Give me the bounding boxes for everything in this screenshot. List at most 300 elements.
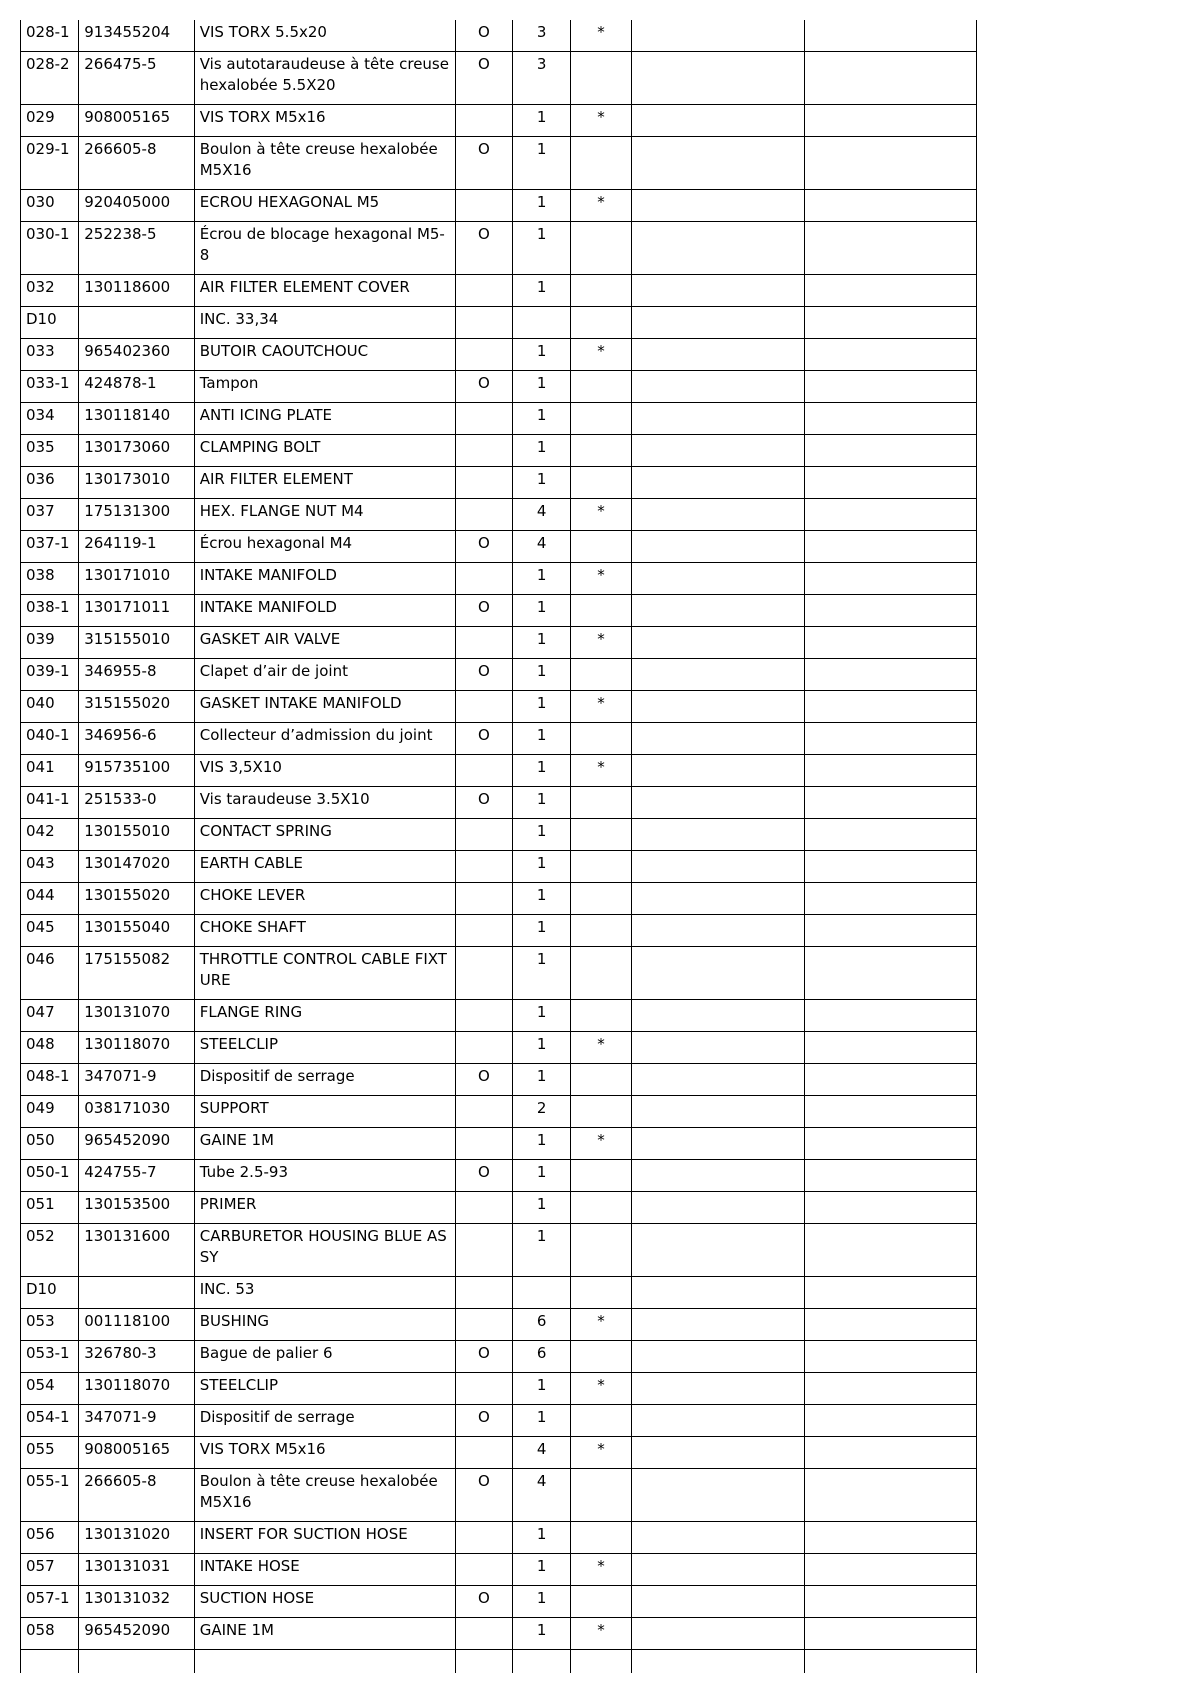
quantity-cell: 4 [513, 499, 571, 531]
option-mark-cell: O [455, 659, 512, 691]
asterisk-cell: * [571, 20, 631, 52]
table-row [21, 1000, 977, 1032]
empty-cell [631, 691, 805, 723]
table-row [21, 1437, 977, 1469]
ref-cell: 037 [21, 499, 79, 531]
description-cell: GAINE 1M [194, 1128, 455, 1160]
empty-cell [631, 819, 805, 851]
description-cell: INSERT FOR SUCTION HOSE [194, 1522, 455, 1554]
empty-cell [571, 1650, 631, 1674]
option-mark-cell [455, 1373, 512, 1405]
asterisk-cell [571, 1469, 631, 1522]
option-mark-cell: O [455, 137, 512, 190]
table-row [21, 915, 977, 947]
empty-cell [805, 52, 977, 105]
asterisk-cell: * [571, 691, 631, 723]
part-number-cell: 346956-6 [79, 723, 194, 755]
empty-cell [631, 947, 805, 1000]
ref-cell: 045 [21, 915, 79, 947]
ref-cell: 040 [21, 691, 79, 723]
table-row [21, 1341, 977, 1373]
asterisk-cell: * [571, 755, 631, 787]
part-number-cell: 130171010 [79, 563, 194, 595]
table-row [21, 190, 977, 222]
part-number-cell: 130153500 [79, 1192, 194, 1224]
description-cell: Dispositif de serrage [194, 1405, 455, 1437]
ref-cell: 047 [21, 1000, 79, 1032]
quantity-cell: 1 [513, 1522, 571, 1554]
parts-table-body [21, 20, 977, 1673]
ref-cell: 028-2 [21, 52, 79, 105]
empty-cell [631, 1160, 805, 1192]
part-number-cell: 264119-1 [79, 531, 194, 563]
option-mark-cell [455, 915, 512, 947]
asterisk-cell [571, 1586, 631, 1618]
ref-cell: 041-1 [21, 787, 79, 819]
empty-cell [631, 531, 805, 563]
asterisk-cell [571, 467, 631, 499]
quantity-cell: 1 [513, 627, 571, 659]
description-cell: Boulon à tête creuse hexalobée M5X16 [194, 1469, 455, 1522]
asterisk-cell: * [571, 1618, 631, 1650]
part-number-cell: 315155010 [79, 627, 194, 659]
empty-cell [631, 883, 805, 915]
option-mark-cell: O [455, 595, 512, 627]
empty-cell [805, 1064, 977, 1096]
option-mark-cell: O [455, 52, 512, 105]
description-cell: EARTH CABLE [194, 851, 455, 883]
description-cell: VIS TORX M5x16 [194, 105, 455, 137]
asterisk-cell [571, 307, 631, 339]
part-number-cell: 252238-5 [79, 222, 194, 275]
empty-cell [631, 787, 805, 819]
option-mark-cell [455, 403, 512, 435]
empty-cell [631, 627, 805, 659]
table-row [21, 947, 977, 1000]
table-row [21, 1405, 977, 1437]
empty-cell [631, 563, 805, 595]
empty-cell [631, 222, 805, 275]
description-cell: VIS TORX M5x16 [194, 1437, 455, 1469]
empty-cell [805, 467, 977, 499]
asterisk-cell [571, 819, 631, 851]
quantity-cell: 1 [513, 222, 571, 275]
asterisk-cell [571, 531, 631, 563]
part-number-cell: 130131032 [79, 1586, 194, 1618]
ref-cell: 034 [21, 403, 79, 435]
table-row [21, 563, 977, 595]
empty-cell [805, 723, 977, 755]
quantity-cell: 1 [513, 819, 571, 851]
description-cell: INTAKE MANIFOLD [194, 563, 455, 595]
quantity-cell: 1 [513, 105, 571, 137]
quantity-cell: 1 [513, 659, 571, 691]
asterisk-cell [571, 1160, 631, 1192]
empty-cell [805, 1032, 977, 1064]
option-mark-cell [455, 1192, 512, 1224]
description-cell: BUTOIR CAOUTCHOUC [194, 339, 455, 371]
description-cell: STEELCLIP [194, 1373, 455, 1405]
quantity-cell: 1 [513, 435, 571, 467]
empty-cell [631, 467, 805, 499]
asterisk-cell [571, 435, 631, 467]
asterisk-cell [571, 1224, 631, 1277]
empty-cell [21, 1650, 79, 1674]
quantity-cell: 1 [513, 563, 571, 595]
empty-cell [805, 1128, 977, 1160]
part-number-cell: 130131031 [79, 1554, 194, 1586]
ref-cell: 053-1 [21, 1341, 79, 1373]
asterisk-cell: * [571, 1554, 631, 1586]
ref-cell: 050 [21, 1128, 79, 1160]
table-row [21, 307, 977, 339]
option-mark-cell [455, 627, 512, 659]
empty-cell [805, 595, 977, 627]
description-cell: AIR FILTER ELEMENT [194, 467, 455, 499]
empty-cell [631, 1000, 805, 1032]
table-row [21, 755, 977, 787]
option-mark-cell: O [455, 371, 512, 403]
asterisk-cell: * [571, 1309, 631, 1341]
part-number-cell: 130173010 [79, 467, 194, 499]
ref-cell: 030 [21, 190, 79, 222]
empty-cell [805, 883, 977, 915]
empty-cell [79, 1650, 194, 1674]
empty-cell [805, 1618, 977, 1650]
asterisk-cell [571, 947, 631, 1000]
option-mark-cell [455, 275, 512, 307]
empty-cell [805, 1373, 977, 1405]
part-number-cell: 130131070 [79, 1000, 194, 1032]
empty-cell [805, 190, 977, 222]
ref-cell: 057 [21, 1554, 79, 1586]
description-cell: SUPPORT [194, 1096, 455, 1128]
empty-cell [805, 1224, 977, 1277]
empty-cell [805, 403, 977, 435]
quantity-cell: 1 [513, 947, 571, 1000]
empty-cell [631, 1224, 805, 1277]
option-mark-cell: O [455, 20, 512, 52]
description-cell: CARBURETOR HOUSING BLUE AS SY [194, 1224, 455, 1277]
ref-cell: 051 [21, 1192, 79, 1224]
table-row [21, 339, 977, 371]
empty-cell [513, 1650, 571, 1674]
description-cell: ANTI ICING PLATE [194, 403, 455, 435]
empty-cell [631, 851, 805, 883]
table-row [21, 819, 977, 851]
quantity-cell: 1 [513, 883, 571, 915]
empty-cell [631, 275, 805, 307]
quantity-cell: 1 [513, 723, 571, 755]
description-cell: Tampon [194, 371, 455, 403]
option-mark-cell [455, 947, 512, 1000]
table-row [21, 1373, 977, 1405]
table-row [21, 467, 977, 499]
quantity-cell: 1 [513, 371, 571, 403]
option-mark-cell [455, 339, 512, 371]
option-mark-cell [455, 563, 512, 595]
description-cell: INTAKE HOSE [194, 1554, 455, 1586]
table-row [21, 371, 977, 403]
empty-cell [631, 1437, 805, 1469]
option-mark-cell [455, 435, 512, 467]
description-cell: Vis taraudeuse 3.5X10 [194, 787, 455, 819]
description-cell: Collecteur d’admission du joint [194, 723, 455, 755]
empty-cell [631, 1032, 805, 1064]
table-row [21, 787, 977, 819]
part-number-cell: 965452090 [79, 1128, 194, 1160]
empty-cell [631, 371, 805, 403]
option-mark-cell [455, 1437, 512, 1469]
description-cell: CONTACT SPRING [194, 819, 455, 851]
quantity-cell: 1 [513, 595, 571, 627]
asterisk-cell [571, 851, 631, 883]
empty-cell [805, 222, 977, 275]
option-mark-cell [455, 1032, 512, 1064]
empty-cell [805, 1554, 977, 1586]
quantity-cell: 1 [513, 1405, 571, 1437]
part-number-cell: 326780-3 [79, 1341, 194, 1373]
asterisk-cell: * [571, 563, 631, 595]
part-number-cell: 266605-8 [79, 1469, 194, 1522]
asterisk-cell: * [571, 1373, 631, 1405]
quantity-cell: 1 [513, 190, 571, 222]
ref-cell: D10 [21, 1277, 79, 1309]
empty-cell [805, 435, 977, 467]
part-number-cell: 347071-9 [79, 1405, 194, 1437]
asterisk-cell: * [571, 190, 631, 222]
quantity-cell: 4 [513, 1469, 571, 1522]
ref-cell: 054 [21, 1373, 79, 1405]
empty-cell [631, 307, 805, 339]
empty-cell [805, 1586, 977, 1618]
ref-cell: 042 [21, 819, 79, 851]
table-row [21, 435, 977, 467]
part-number-cell: 130131020 [79, 1522, 194, 1554]
empty-cell [631, 915, 805, 947]
quantity-cell: 1 [513, 1373, 571, 1405]
quantity-cell: 1 [513, 137, 571, 190]
asterisk-cell [571, 275, 631, 307]
asterisk-cell [571, 1341, 631, 1373]
empty-cell [805, 787, 977, 819]
option-mark-cell: O [455, 1586, 512, 1618]
asterisk-cell [571, 222, 631, 275]
quantity-cell: 1 [513, 1192, 571, 1224]
empty-cell [805, 851, 977, 883]
option-mark-cell [455, 755, 512, 787]
asterisk-cell [571, 403, 631, 435]
option-mark-cell [455, 190, 512, 222]
quantity-cell: 1 [513, 467, 571, 499]
table-row [21, 1522, 977, 1554]
description-cell: GAINE 1M [194, 1618, 455, 1650]
part-number-cell: 130131600 [79, 1224, 194, 1277]
empty-cell [631, 435, 805, 467]
quantity-cell [513, 307, 571, 339]
table-row [21, 627, 977, 659]
description-cell: Écrou hexagonal M4 [194, 531, 455, 563]
table-row [21, 1618, 977, 1650]
part-number-cell: 130118070 [79, 1032, 194, 1064]
asterisk-cell [571, 371, 631, 403]
asterisk-cell: * [571, 499, 631, 531]
empty-cell [805, 947, 977, 1000]
quantity-cell: 1 [513, 787, 571, 819]
description-cell: CHOKE LEVER [194, 883, 455, 915]
option-mark-cell [455, 691, 512, 723]
part-number-cell [79, 307, 194, 339]
empty-cell [631, 1618, 805, 1650]
parts-table [20, 20, 977, 1673]
option-mark-cell [455, 1522, 512, 1554]
empty-cell [631, 1096, 805, 1128]
quantity-cell: 1 [513, 339, 571, 371]
empty-cell [805, 819, 977, 851]
description-cell: VIS TORX 5.5x20 [194, 20, 455, 52]
ref-cell: 058 [21, 1618, 79, 1650]
empty-cell [631, 1522, 805, 1554]
table-row [21, 1309, 977, 1341]
part-number-cell: 130147020 [79, 851, 194, 883]
asterisk-cell [571, 1192, 631, 1224]
asterisk-cell [571, 595, 631, 627]
option-mark-cell [455, 105, 512, 137]
ref-cell: 043 [21, 851, 79, 883]
ref-cell: 048 [21, 1032, 79, 1064]
empty-cell [194, 1650, 455, 1674]
part-number-cell: 130155020 [79, 883, 194, 915]
ref-cell: 033 [21, 339, 79, 371]
empty-cell [631, 1309, 805, 1341]
option-mark-cell [455, 1618, 512, 1650]
option-mark-cell: O [455, 787, 512, 819]
part-number-cell: 038171030 [79, 1096, 194, 1128]
empty-cell [631, 1469, 805, 1522]
table-row [21, 137, 977, 190]
quantity-cell: 1 [513, 1586, 571, 1618]
option-mark-cell [455, 1128, 512, 1160]
asterisk-cell: * [571, 105, 631, 137]
ref-cell: 038-1 [21, 595, 79, 627]
part-number-cell: 920405000 [79, 190, 194, 222]
option-mark-cell: O [455, 1064, 512, 1096]
description-cell: VIS 3,5X10 [194, 755, 455, 787]
part-number-cell: 175155082 [79, 947, 194, 1000]
empty-cell [631, 20, 805, 52]
description-cell: Boulon à tête creuse hexalobée M5X16 [194, 137, 455, 190]
empty-cell [631, 1586, 805, 1618]
ref-cell: 028-1 [21, 20, 79, 52]
ref-cell: 052 [21, 1224, 79, 1277]
option-mark-cell [455, 1096, 512, 1128]
empty-cell [805, 531, 977, 563]
part-number-cell: 965402360 [79, 339, 194, 371]
option-mark-cell [455, 307, 512, 339]
table-row-continuation [21, 1650, 977, 1674]
empty-cell [805, 499, 977, 531]
part-number-cell [79, 1277, 194, 1309]
empty-cell [631, 723, 805, 755]
table-row [21, 275, 977, 307]
empty-cell [805, 1096, 977, 1128]
option-mark-cell: O [455, 1469, 512, 1522]
table-row [21, 851, 977, 883]
part-number-cell: 251533-0 [79, 787, 194, 819]
empty-cell [805, 137, 977, 190]
empty-cell [805, 1522, 977, 1554]
option-mark-cell [455, 467, 512, 499]
ref-cell: 029 [21, 105, 79, 137]
table-row [21, 1586, 977, 1618]
table-row [21, 1064, 977, 1096]
ref-cell: 050-1 [21, 1160, 79, 1192]
table-row [21, 1128, 977, 1160]
description-cell: Bague de palier 6 [194, 1341, 455, 1373]
asterisk-cell [571, 883, 631, 915]
option-mark-cell [455, 1000, 512, 1032]
quantity-cell [513, 1277, 571, 1309]
table-row [21, 1277, 977, 1309]
asterisk-cell [571, 723, 631, 755]
ref-cell: 030-1 [21, 222, 79, 275]
description-cell: ECROU HEXAGONAL M5 [194, 190, 455, 222]
asterisk-cell: * [571, 339, 631, 371]
ref-cell: 040-1 [21, 723, 79, 755]
quantity-cell: 1 [513, 1032, 571, 1064]
part-number-cell: 130155010 [79, 819, 194, 851]
asterisk-cell [571, 1522, 631, 1554]
description-cell: CLAMPING BOLT [194, 435, 455, 467]
asterisk-cell [571, 915, 631, 947]
part-number-cell: 424755-7 [79, 1160, 194, 1192]
ref-cell: 037-1 [21, 531, 79, 563]
asterisk-cell: * [571, 1437, 631, 1469]
empty-cell [805, 563, 977, 595]
ref-cell: 033-1 [21, 371, 79, 403]
empty-cell [631, 105, 805, 137]
asterisk-cell [571, 1000, 631, 1032]
part-number-cell: 915735100 [79, 755, 194, 787]
part-number-cell: 965452090 [79, 1618, 194, 1650]
option-mark-cell: O [455, 1341, 512, 1373]
description-cell: Écrou de blocage hexagonal M5-8 [194, 222, 455, 275]
table-row [21, 105, 977, 137]
part-number-cell: 130171011 [79, 595, 194, 627]
description-cell: Tube 2.5-93 [194, 1160, 455, 1192]
asterisk-cell [571, 52, 631, 105]
ref-cell: 054-1 [21, 1405, 79, 1437]
ref-cell: 055-1 [21, 1469, 79, 1522]
quantity-cell: 6 [513, 1341, 571, 1373]
asterisk-cell [571, 659, 631, 691]
option-mark-cell [455, 1309, 512, 1341]
empty-cell [631, 1192, 805, 1224]
quantity-cell: 4 [513, 531, 571, 563]
table-row [21, 20, 977, 52]
quantity-cell: 2 [513, 1096, 571, 1128]
empty-cell [631, 1373, 805, 1405]
ref-cell: 039 [21, 627, 79, 659]
part-number-cell: 175131300 [79, 499, 194, 531]
description-cell: BUSHING [194, 1309, 455, 1341]
empty-cell [631, 1554, 805, 1586]
empty-cell [805, 1309, 977, 1341]
table-row [21, 222, 977, 275]
empty-cell [631, 403, 805, 435]
quantity-cell: 1 [513, 1064, 571, 1096]
empty-cell [805, 915, 977, 947]
